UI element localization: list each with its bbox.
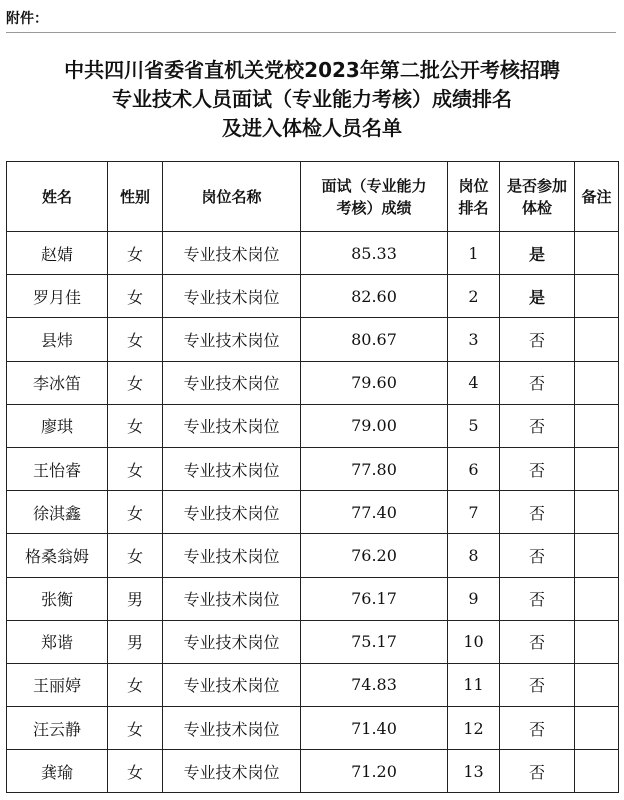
cell-post: 专业技术岗位 bbox=[163, 663, 301, 706]
cell-post: 专业技术岗位 bbox=[163, 275, 301, 318]
table-row bbox=[7, 404, 619, 447]
cell-post: 专业技术岗位 bbox=[163, 707, 301, 750]
cell-note bbox=[575, 491, 619, 534]
cell-rank: 6 bbox=[448, 447, 500, 490]
cell-post: 专业技术岗位 bbox=[163, 318, 301, 361]
cell-gender: 女 bbox=[108, 404, 163, 447]
cell-score: 77.40 bbox=[301, 491, 448, 534]
cell-score: 85.33 bbox=[301, 232, 448, 275]
cell-note bbox=[575, 447, 619, 490]
cell-post: 专业技术岗位 bbox=[163, 404, 301, 447]
cell-note bbox=[575, 232, 619, 275]
cell-rank: 13 bbox=[448, 750, 500, 793]
cell-rank: 7 bbox=[448, 491, 500, 534]
cell-name: 格桑翁姆 bbox=[7, 534, 108, 577]
cell-post: 专业技术岗位 bbox=[163, 577, 301, 620]
table-row bbox=[7, 318, 619, 361]
cell-name: 汪云静 bbox=[7, 707, 108, 750]
cell-gender: 女 bbox=[108, 663, 163, 706]
cell-name: 徐淇鑫 bbox=[7, 491, 108, 534]
cell-note bbox=[575, 663, 619, 706]
cell-rank: 2 bbox=[448, 275, 500, 318]
table-row bbox=[7, 534, 619, 577]
cell-note bbox=[575, 318, 619, 361]
cell-note bbox=[575, 707, 619, 750]
header-rank: 岗位排名 bbox=[448, 162, 500, 232]
cell-rank: 1 bbox=[448, 232, 500, 275]
cell-note bbox=[575, 534, 619, 577]
cell-score: 75.17 bbox=[301, 620, 448, 663]
table-header-row bbox=[7, 162, 619, 232]
document-title bbox=[2, 56, 622, 143]
cell-exam: 否 bbox=[500, 361, 575, 404]
cell-name: 县炜 bbox=[7, 318, 108, 361]
cell-rank: 8 bbox=[448, 534, 500, 577]
cell-exam: 是 bbox=[500, 232, 575, 275]
table-row bbox=[7, 750, 619, 793]
cell-name: 罗月佳 bbox=[7, 275, 108, 318]
cell-score: 74.83 bbox=[301, 663, 448, 706]
document-sheet bbox=[2, 2, 622, 798]
cell-gender: 女 bbox=[108, 232, 163, 275]
cell-rank: 4 bbox=[448, 361, 500, 404]
cell-rank: 12 bbox=[448, 707, 500, 750]
cell-exam: 是 bbox=[500, 275, 575, 318]
title-line-2: 专业技术人员面试（专业能力考核）成绩排名 bbox=[112, 87, 512, 111]
cell-post: 专业技术岗位 bbox=[163, 534, 301, 577]
cell-gender: 男 bbox=[108, 577, 163, 620]
cell-score: 82.60 bbox=[301, 275, 448, 318]
cell-exam: 否 bbox=[500, 620, 575, 663]
cell-score: 77.80 bbox=[301, 447, 448, 490]
cell-name: 王怡睿 bbox=[7, 447, 108, 490]
title-line-3: 及进入体检人员名单 bbox=[222, 116, 402, 140]
header-name: 姓名 bbox=[7, 162, 108, 232]
cell-post: 专业技术岗位 bbox=[163, 361, 301, 404]
cell-gender: 女 bbox=[108, 275, 163, 318]
cell-post: 专业技术岗位 bbox=[163, 750, 301, 793]
header-score: 面试（专业能力考核）成绩 bbox=[301, 162, 448, 232]
cell-exam: 否 bbox=[500, 318, 575, 361]
cell-score: 76.17 bbox=[301, 577, 448, 620]
cell-exam: 否 bbox=[500, 447, 575, 490]
cell-exam: 否 bbox=[500, 534, 575, 577]
cell-exam: 否 bbox=[500, 404, 575, 447]
table-row bbox=[7, 275, 619, 318]
cell-exam: 否 bbox=[500, 577, 575, 620]
table-row bbox=[7, 577, 619, 620]
cell-name: 王丽婷 bbox=[7, 663, 108, 706]
cell-rank: 9 bbox=[448, 577, 500, 620]
cell-name: 龚瑜 bbox=[7, 750, 108, 793]
cell-post: 专业技术岗位 bbox=[163, 620, 301, 663]
cell-gender: 男 bbox=[108, 620, 163, 663]
cell-exam: 否 bbox=[500, 663, 575, 706]
cell-name: 郑谐 bbox=[7, 620, 108, 663]
cell-gender: 女 bbox=[108, 318, 163, 361]
cell-score: 76.20 bbox=[301, 534, 448, 577]
cell-rank: 3 bbox=[448, 318, 500, 361]
cell-note bbox=[575, 577, 619, 620]
cell-note bbox=[575, 361, 619, 404]
table-row bbox=[7, 707, 619, 750]
cell-note bbox=[575, 275, 619, 318]
attachment-label: 附件： bbox=[6, 8, 616, 33]
cell-score: 79.60 bbox=[301, 361, 448, 404]
cell-name: 廖琪 bbox=[7, 404, 108, 447]
cell-exam: 否 bbox=[500, 750, 575, 793]
header-post: 岗位名称 bbox=[163, 162, 301, 232]
header-note: 备注 bbox=[575, 162, 619, 232]
cell-note bbox=[575, 404, 619, 447]
cell-score: 71.40 bbox=[301, 707, 448, 750]
cell-gender: 女 bbox=[108, 707, 163, 750]
cell-rank: 11 bbox=[448, 663, 500, 706]
cell-post: 专业技术岗位 bbox=[163, 447, 301, 490]
cell-gender: 女 bbox=[108, 534, 163, 577]
header-exam: 是否参加体检 bbox=[500, 162, 575, 232]
cell-score: 71.20 bbox=[301, 750, 448, 793]
cell-rank: 5 bbox=[448, 404, 500, 447]
table-row bbox=[7, 663, 619, 706]
cell-score: 80.67 bbox=[301, 318, 448, 361]
cell-name: 赵婧 bbox=[7, 232, 108, 275]
table-row bbox=[7, 447, 619, 490]
table-row bbox=[7, 361, 619, 404]
title-line-1: 中共四川省委省直机关党校2023年第二批公开考核招聘 bbox=[64, 58, 560, 82]
results-table bbox=[6, 161, 619, 793]
table-row bbox=[7, 620, 619, 663]
cell-exam: 否 bbox=[500, 707, 575, 750]
cell-gender: 女 bbox=[108, 361, 163, 404]
cell-exam: 否 bbox=[500, 491, 575, 534]
cell-rank: 10 bbox=[448, 620, 500, 663]
table-row bbox=[7, 232, 619, 275]
cell-note bbox=[575, 620, 619, 663]
cell-gender: 女 bbox=[108, 491, 163, 534]
cell-score: 79.00 bbox=[301, 404, 448, 447]
cell-gender: 女 bbox=[108, 750, 163, 793]
cell-note bbox=[575, 750, 619, 793]
cell-name: 李冰笛 bbox=[7, 361, 108, 404]
header-gender: 性别 bbox=[108, 162, 163, 232]
cell-gender: 女 bbox=[108, 447, 163, 490]
cell-post: 专业技术岗位 bbox=[163, 232, 301, 275]
cell-name: 张衡 bbox=[7, 577, 108, 620]
table-row bbox=[7, 491, 619, 534]
cell-post: 专业技术岗位 bbox=[163, 491, 301, 534]
